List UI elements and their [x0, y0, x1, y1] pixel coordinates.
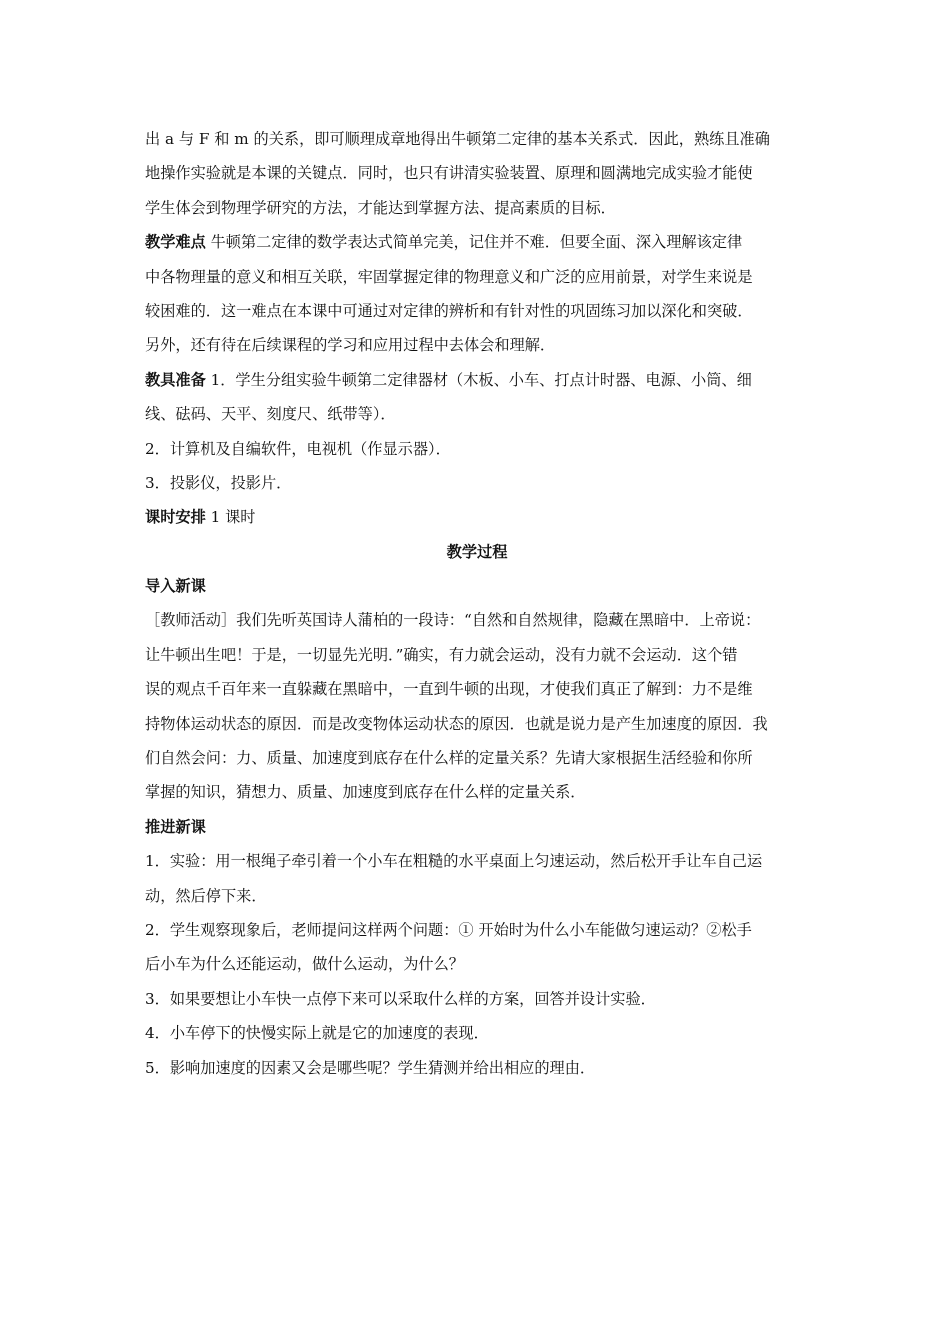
line-text: 地操作实验就是本课的关键点．同时，也只有讲清实验装置、原理和圆满地完成实验才能使: [145, 164, 753, 183]
schedule-label: 课时安排: [145, 508, 206, 527]
equipment-line: [145, 363, 809, 397]
paragraph-line: [145, 466, 809, 500]
intro-line: 误的观点千百年来一直躲藏在黑暗中，一直到牛顿的出现，才使我们真正了解到：力不是维: [145, 680, 753, 699]
intro-line: 们自然会问：力、质量、加速度到底存在什么样的定量关系？先请大家根据生活经验和你所: [145, 749, 753, 768]
line-text: 1．学生分组实验牛顿第二定律器材（木板、小车、打点计时器、电源、小筒、细: [205, 370, 752, 389]
difficulty-label: 教学难点: [145, 233, 206, 252]
intro-heading: 导入新课: [145, 577, 206, 596]
intro-line: 持物体运动状态的原因．而是改变物体运动状态的原因．也就是说力是产生加速度的原因．我: [145, 714, 768, 733]
paragraph-line: [145, 328, 809, 362]
paragraph-line: [145, 294, 809, 328]
advance-line: 3．如果要想让小车快一点停下来可以采取什么样的方案，回答并设计实验．: [145, 989, 656, 1008]
line-text: 中各物理量的意义和相互关联，牢固掌握定律的物理意义和广泛的应用前景，对学生来说是: [145, 267, 753, 286]
line-text: 1 课时: [205, 508, 256, 527]
paragraph-line: [145, 397, 809, 431]
advance-line: 5．影响加速度的因素又会是哪些呢？学生猜测并给出相应的理由．: [145, 1058, 596, 1077]
line-text: 较困难的．这一难点在本课中可通过对定律的辨析和有针对性的巩固练习加以深化和突破．: [145, 301, 753, 320]
line-text: 3．投影仪，投影片．: [145, 473, 292, 492]
paragraph-line: [145, 156, 809, 190]
schedule-line: [145, 500, 809, 534]
line-text: 出 a 与 F 和 m 的关系，即可顺理成章地得出牛顿第二定律的基本关系式．因此，熟练且准确: [145, 130, 770, 148]
paragraph-line: [145, 122, 809, 156]
difficulty-line: [145, 225, 809, 259]
advance-line: 1．实验：用一根绳子牵引着一个小车在粗糙的水平桌面上匀速运动，然后松开手让车自己运: [145, 852, 763, 871]
advance-line: 4．小车停下的快慢实际上就是它的加速度的表现．: [145, 1024, 489, 1043]
line-text: 线、砝码、天平、刻度尺、纸带等）．: [145, 405, 396, 424]
advance-line: 后小车为什么还能运动，做什么运动，为什么？: [145, 955, 464, 974]
line-text: 牛顿第二定律的数学表达式简单完美，记住并不难．但要全面、深入理解该定律: [205, 233, 743, 252]
intro-line: ［教师活动］我们先听英国诗人蒲柏的一段诗：“自然和自然规律，隐藏在黑暗中．上帝说：: [145, 611, 761, 630]
advance-heading: 推进新课: [145, 817, 206, 836]
equipment-label: 教具准备: [145, 370, 206, 389]
intro-line: 掌握的知识，猜想力、质量、加速度到底存在什么样的定量关系．: [145, 783, 586, 802]
document-body: [145, 122, 809, 1085]
advance-line: 2．学生观察现象后，老师提问这样两个问题：① 开始时为什么小车能做匀速运动？②松手: [145, 920, 752, 939]
line-text: 学生体会到物理学研究的方法，才能达到掌握方法、提高素质的目标．: [145, 198, 616, 217]
paragraph-line: [145, 432, 809, 466]
line-text: 另外，还有待在后续课程的学习和应用过程中去体会和理解．: [145, 336, 556, 355]
paragraph-line: [145, 260, 809, 294]
advance-line: 动，然后停下来．: [145, 886, 267, 905]
section-title: 教学过程: [446, 542, 508, 561]
paragraph-line: [145, 191, 809, 225]
line-text: 2．计算机及自编软件，电视机（作显示器）．: [145, 439, 451, 458]
intro-line: 让牛顿出生吧！于是，一切显先光明．”确实，有力就会运动，没有力就不会运动．这个错: [145, 645, 738, 664]
